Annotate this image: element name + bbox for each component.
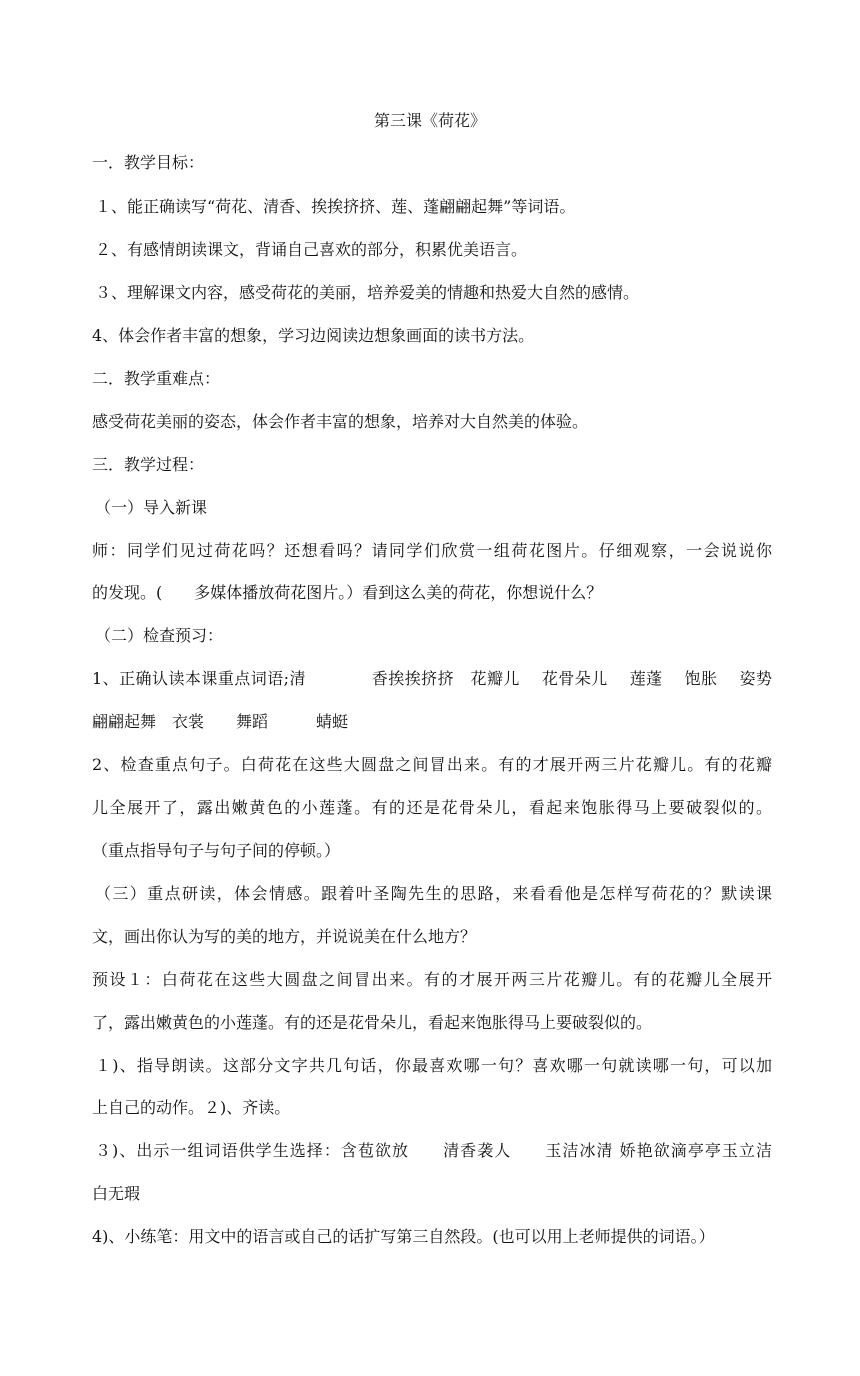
paragraph-line: ３)、出示一组词语供学生选择：含苞欲放 清香袭人 玉洁冰清 娇艳欲滴亭亭玉立洁 [95, 1141, 772, 1160]
paragraph-line: 预设１：白荷花在这些大圆盘之间冒出来。有的才展开两三片花瓣儿。有的花瓣儿全展开 [92, 970, 772, 989]
paragraph-line: 文，画出你认为写的美的地方，并说说美在什么地方？ [92, 927, 477, 946]
paragraph-line: 4)、小练笔：用文中的语言或自己的话扩写第三自然段。(也可以用上老师提供的词语。） [92, 1227, 715, 1246]
paragraph-line: 2、检查重点句子。白荷花在这些大圆盘之间冒出来。有的才展开两三片花瓣儿。有的花瓣 [92, 755, 772, 774]
paragraph-line: 师：同学们见过荷花吗？还想看吗？请同学们欣赏一组荷花图片。仔细观察，一会说说你 [92, 541, 772, 560]
section-heading-key-points: 二．教学重难点： [92, 369, 221, 388]
objective-item-2: ２、有感情朗读课文，背诵自己喜欢的部分，积累优美语言。 [95, 240, 528, 259]
paragraph-line: 1、正确认读本课重点词语;清 香挨挨挤挤 花瓣儿 花骨朵儿 莲蓬 饱胀 姿势 [92, 669, 772, 688]
subsection-heading-study: （三）重点研读，体会情感。跟着叶圣陶先生的思路，来看看他是怎样写荷花的？默读课 [95, 884, 772, 903]
objective-item-4: 4、体会作者丰富的想象，学习边阅读边想象画面的读书方法。 [92, 326, 535, 345]
paragraph-line: 的发现。( 多媒体播放荷花图片。）看到这么美的荷花，你想说什么？ [92, 583, 603, 602]
subsection-heading-preview: （二）检查预习： [95, 626, 224, 645]
paragraph-line: 了，露出嫩黄色的小莲蓬。有的还是花骨朵儿，看起来饱胀得马上要破裂似的。 [92, 1013, 653, 1032]
subsection-heading-intro: （一）导入新课 [95, 498, 208, 517]
objective-item-1: １、能正确读写“荷花、清香、挨挨挤挤、莲、蓬翩翩起舞”等词语。 [95, 197, 576, 216]
paragraph-line: 翩翩起舞 衣裳 舞蹈 蜻蜓 [92, 712, 349, 731]
lesson-title: 第三课《荷花》 [373, 111, 486, 130]
paragraph-line: （重点指导句子与句子间的停顿。） [92, 841, 341, 860]
objective-item-3: ３、理解课文内容，感受荷花的美丽，培养爱美的情趣和热爱大自然的感情。 [95, 283, 640, 302]
paragraph-line: 白无瑕 [92, 1184, 141, 1203]
paragraph-line: 上自己的动作。２)、齐读。 [92, 1098, 291, 1117]
key-points-text: 感受荷花美丽的姿态，体会作者丰富的想象，培养对大自然美的体验。 [92, 412, 589, 431]
paragraph-line: １)、指导朗读。这部分文字共几句话，你最喜欢哪一句？喜欢哪一句就读哪一句，可以加 [95, 1056, 772, 1075]
section-heading-process: 三．教学过程： [92, 455, 205, 474]
paragraph-line: 儿全展开了，露出嫩黄色的小莲蓬。有的还是花骨朵儿，看起来饱胀得马上要破裂似的。 [92, 798, 772, 817]
section-heading-objectives: 一．教学目标： [92, 153, 205, 172]
